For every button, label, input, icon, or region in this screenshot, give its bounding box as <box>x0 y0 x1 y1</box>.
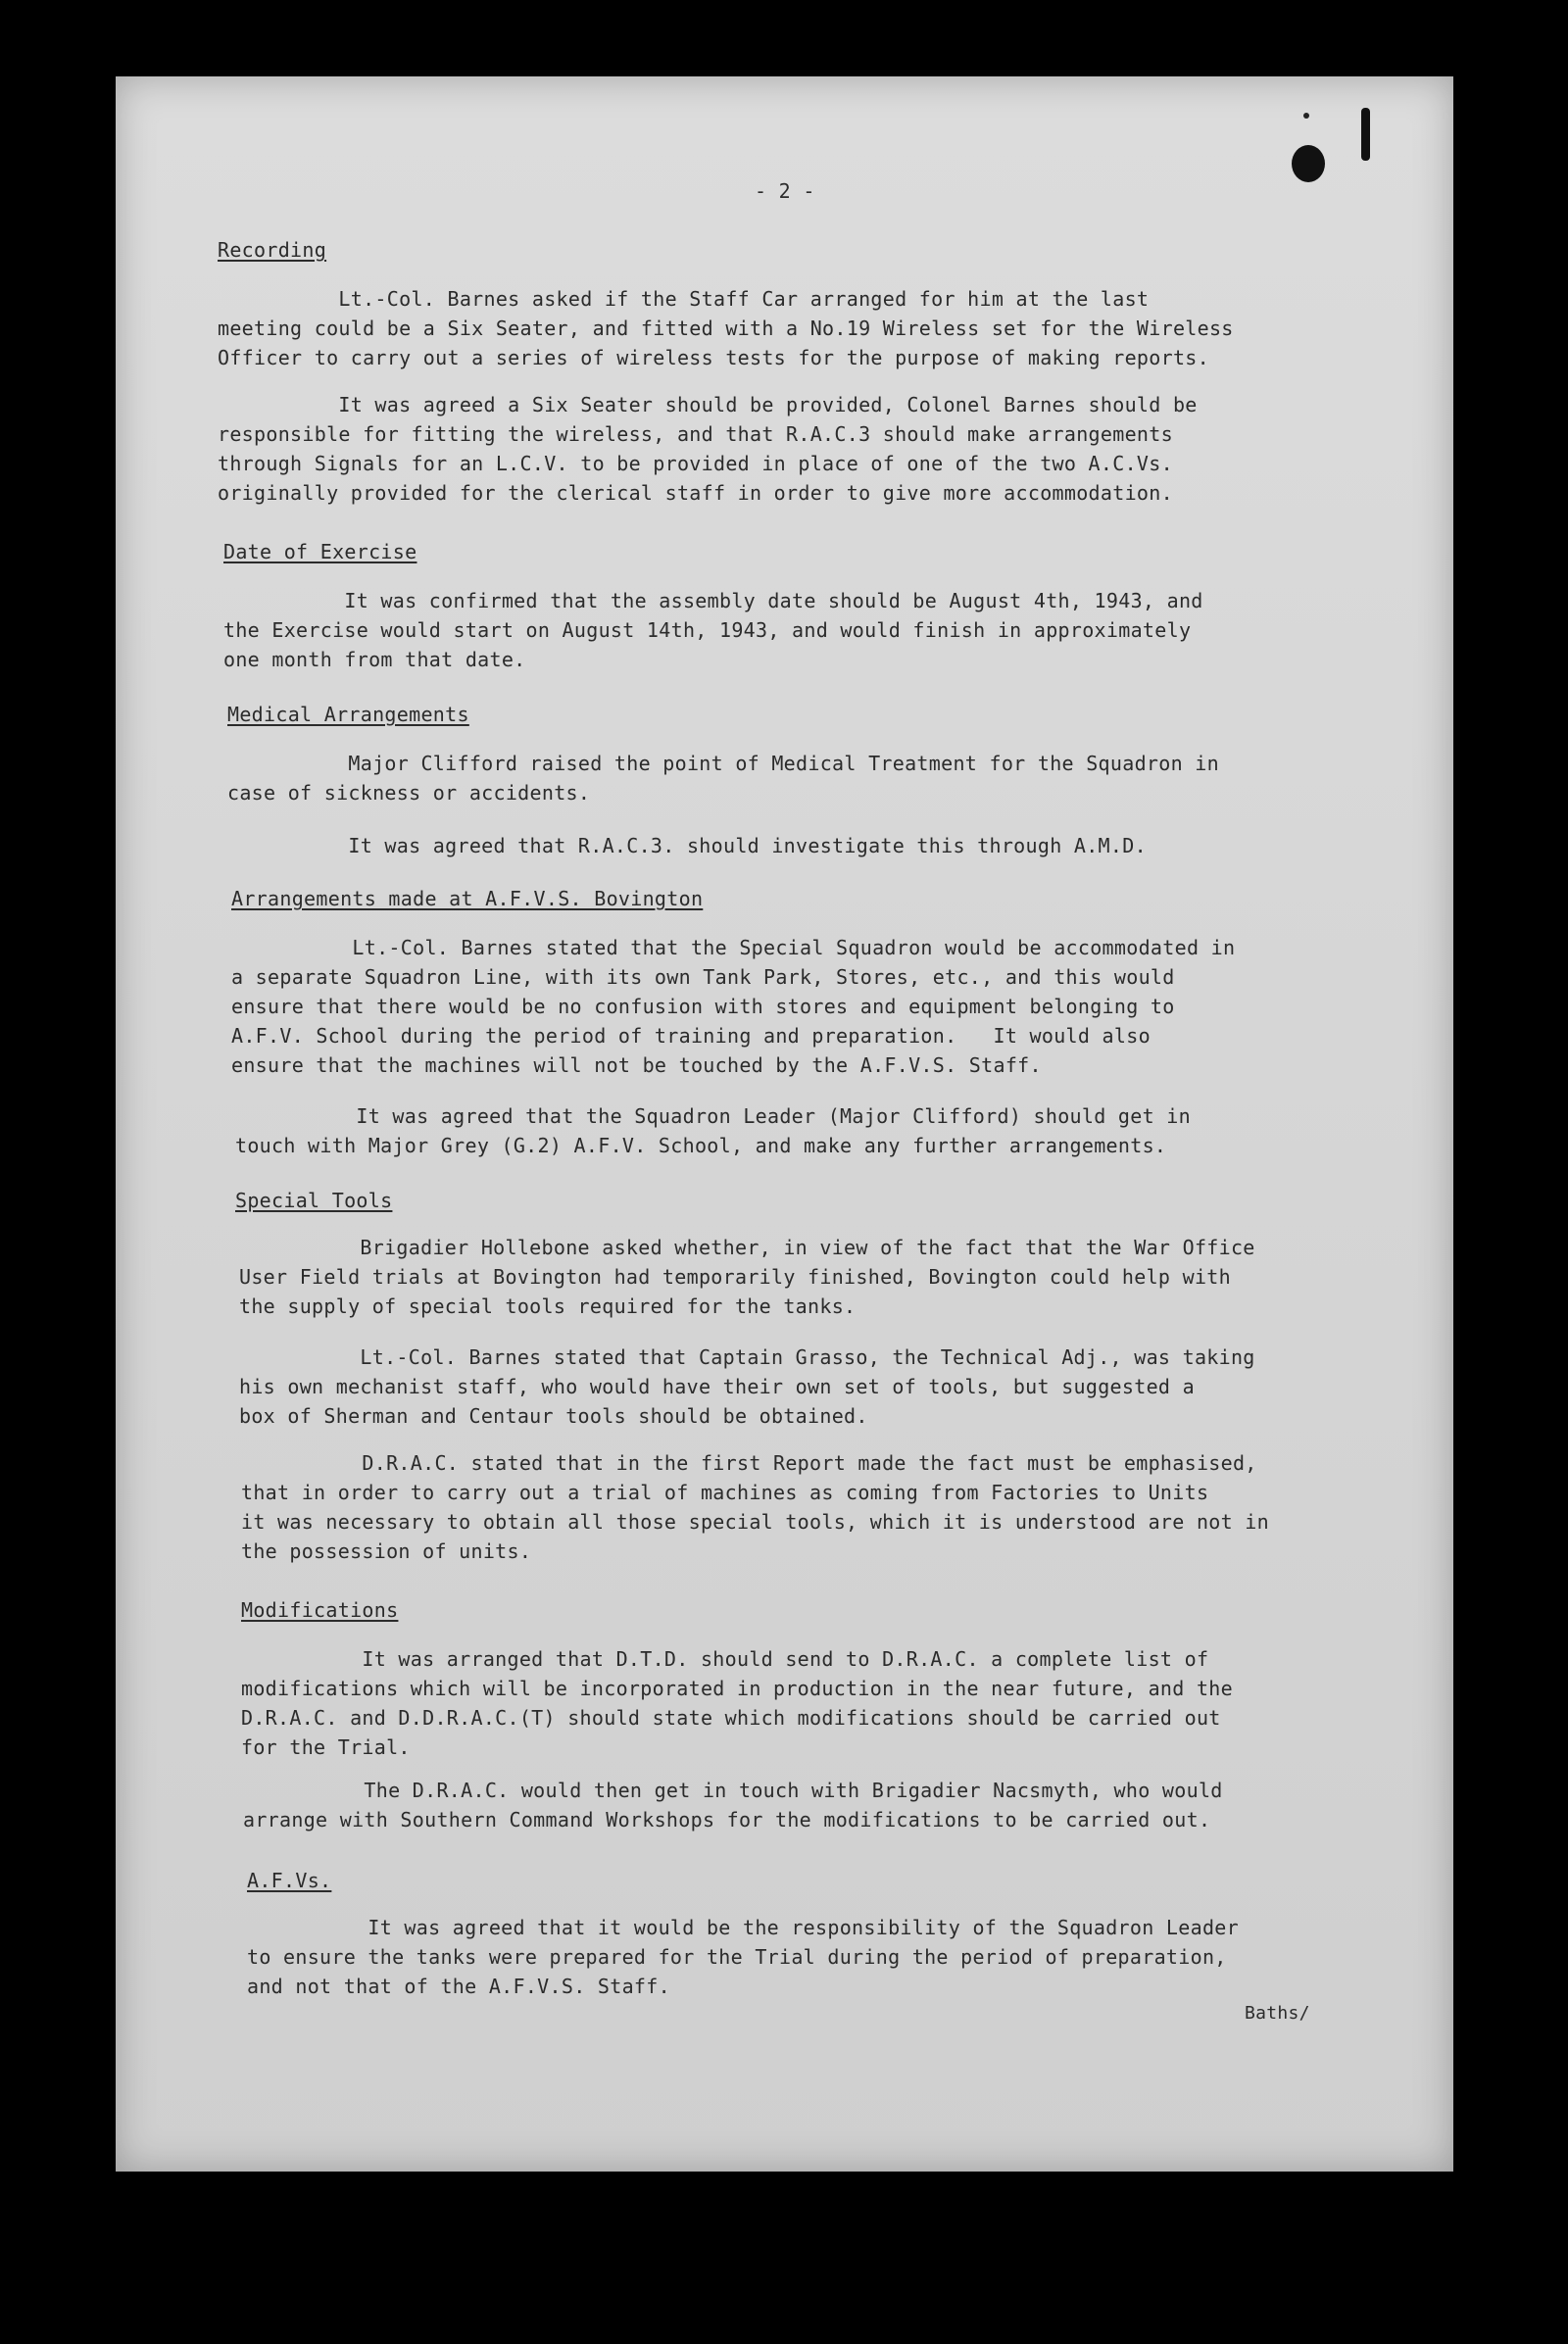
paragraph: It was arranged that D.T.D. should send to D.R.A.C. a complete list of modifications which will be incorporated in production in the near future, and the D.R.A.C. and D.D.R.A.C.(T) should state which modifications should be carried out for the Trial. <box>241 1647 1233 1759</box>
section-heading-recording: Recording <box>218 238 327 262</box>
paragraph: It was confirmed that the assembly date should be August 4th, 1943, and the Exercise would start on August 14th, 1943, and would finish in approximately one month from that date. <box>223 589 1203 671</box>
paragraph: The D.R.A.C. would then get in touch with Brigadier Nacsmyth, who would arrange with Southern Command Workshops for the modifications to be carried out. <box>243 1779 1223 1831</box>
paragraph: It was agreed that the Squadron Leader (Major Clifford) should get in touch with Major Grey (G.2) A.F.V. School, and make any further arrangements. <box>235 1104 1191 1157</box>
paragraph: It was agreed that it would be the responsibility of the Squadron Leader to ensure the tanks were prepared for the Trial during the period of preparation, and not that of the A.F.V.S. Staff. <box>247 1916 1239 1998</box>
ink-mark <box>1361 108 1370 161</box>
paragraph: Lt.-Col. Barnes stated that Captain Grasso, the Technical Adj., was taking his own mechanist staff, who would have their own set of tools, but suggested a box of Sherman and Centaur tools should be obtained. <box>239 1345 1255 1428</box>
punch-hole <box>1292 145 1325 182</box>
section-heading-arrangements-bovington: Arrangements made at A.F.V.S. Bovington <box>231 887 704 910</box>
section-heading-date-of-exercise: Date of Exercise <box>223 540 417 563</box>
page-number: - 2 - <box>755 179 815 203</box>
paragraph: It was agreed that R.A.C.3. should investigate this through A.M.D. <box>227 834 1147 857</box>
paragraph: D.R.A.C. stated that in the first Report made the fact must be emphasised, that in order to carry out a trial of machines as coming from Factories to Units it was necessary to obtain all those special tools, which it is understood are not in the possession of units. <box>241 1451 1269 1563</box>
paragraph: Major Clifford raised the point of Medical Treatment for the Squadron in case of sickness or accidents. <box>227 752 1219 805</box>
paragraph: Brigadier Hollebone asked whether, in view of the fact that the War Office User Field trials at Bovington had temporarily finished, Bovington could help with the supply of special tools required for the tanks. <box>239 1236 1255 1318</box>
catchword: Baths/ <box>1245 2003 1310 2024</box>
section-heading-modifications: Modifications <box>241 1598 399 1622</box>
ink-speck <box>1303 113 1309 119</box>
section-heading-special-tools: Special Tools <box>235 1189 393 1212</box>
paragraph: Lt.-Col. Barnes stated that the Special Squadron would be accommodated in a separate Squadron Line, with its own Tank Park, Stores, etc., and this would ensure that there would be no confusion with stores and equipment belonging to A.F.V. School during the period of training and preparation. It would also ensure that the machines will not be touched by the A.F.V.S. Staff. <box>231 936 1236 1077</box>
paragraph: It was agreed a Six Seater should be provided, Colonel Barnes should be responsible for fitting the wireless, and that R.A.C.3 should make arrangements through Signals for an L.C.V. to be provided in place of one of the two A.C.Vs. originally provided for the clerical staff in order to give more accommodation. <box>218 393 1198 505</box>
paragraph: Lt.-Col. Barnes asked if the Staff Car arranged for him at the last meeting could be a Six Seater, and fitted with a No.19 Wireless set for the Wireless Officer to carry out a series of wireless tests for the purpose of making reports. <box>218 287 1234 369</box>
section-heading-medical-arrangements: Medical Arrangements <box>227 703 469 726</box>
section-heading-afvs: A.F.Vs. <box>247 1869 332 1892</box>
